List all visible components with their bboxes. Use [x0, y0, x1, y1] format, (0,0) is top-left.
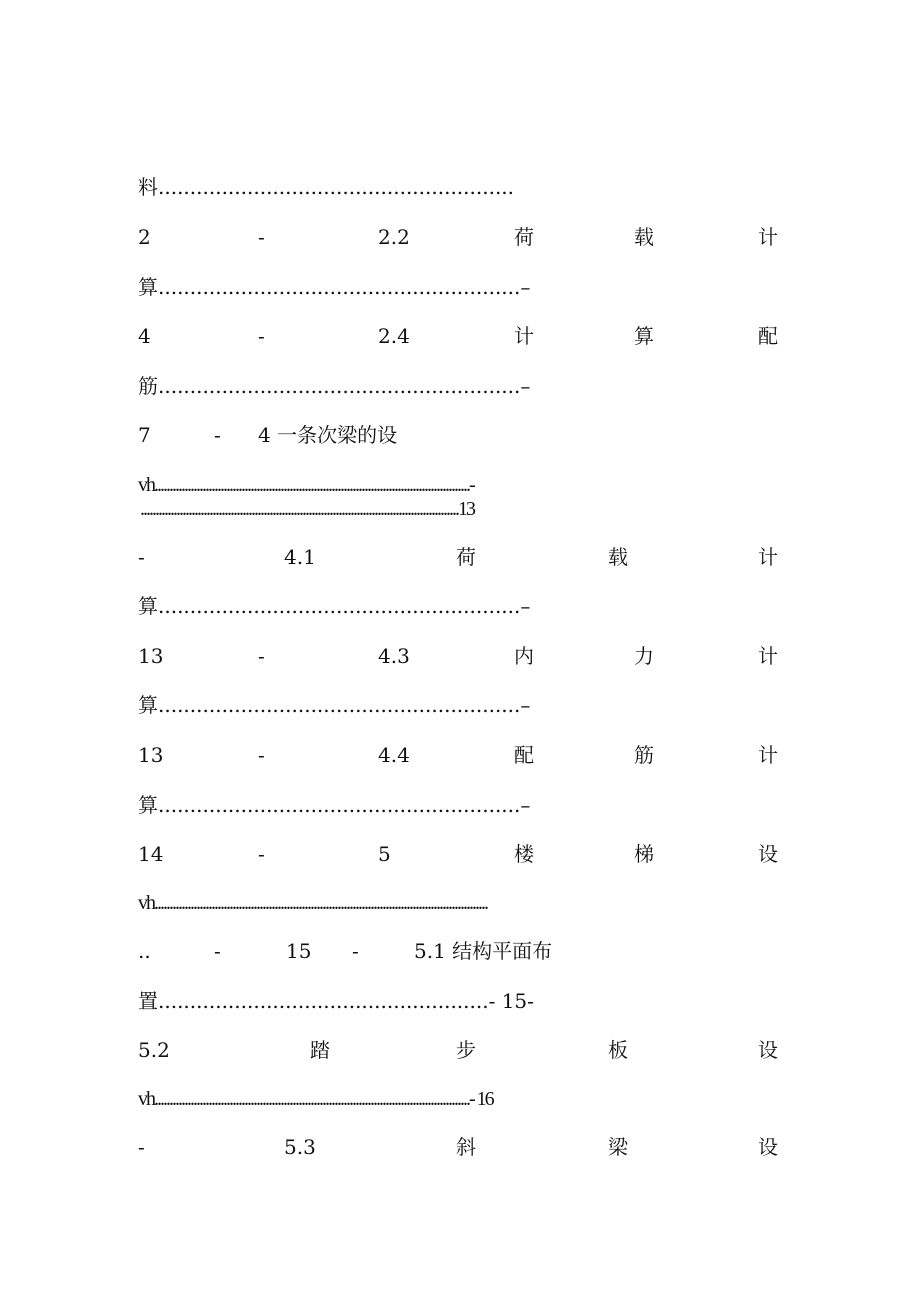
toc-line: [138, 936, 778, 966]
toc-line: [138, 222, 778, 252]
toc-text: 算.........................................................–: [138, 793, 531, 817]
toc-cell: 斜: [456, 1135, 476, 1159]
toc-line: [138, 420, 778, 450]
toc-cell: 计: [514, 324, 534, 348]
toc-cell: -: [214, 423, 221, 447]
toc-text: vh...............................................................................................................: [138, 892, 487, 914]
toc-line: [140, 494, 750, 524]
toc-cell: 14: [138, 842, 164, 866]
toc-cell: 荷: [456, 545, 476, 569]
toc-cell: 力: [634, 644, 654, 668]
toc-line: [138, 272, 778, 302]
toc-text: vh.........................................................................................................-: [138, 474, 474, 496]
toc-cell: -: [258, 324, 265, 348]
toc-text: 算.........................................................–: [138, 275, 531, 299]
toc-cell: 5.1 结构平面布: [414, 939, 553, 963]
toc-cell: 计: [758, 743, 778, 767]
toc-cell: 2.4: [378, 324, 410, 348]
toc-cell: -: [214, 939, 221, 963]
toc-text: vh.........................................................................................................- 16: [138, 1088, 493, 1110]
toc-cell: 筋: [634, 743, 654, 767]
toc-cell: 13: [138, 743, 164, 767]
toc-cell: 4.1: [284, 545, 316, 569]
toc-cell: -: [138, 1135, 145, 1159]
toc-text: 算.........................................................–: [138, 693, 531, 717]
toc-line: [138, 641, 778, 671]
toc-cell: 计: [758, 545, 778, 569]
toc-text: 筋.........................................................–: [138, 374, 531, 398]
toc-line: [138, 740, 778, 770]
toc-cell: 5: [378, 842, 391, 866]
toc-text: 算.........................................................–: [138, 594, 531, 618]
toc-line: [138, 172, 778, 202]
toc-cell: 15: [286, 939, 312, 963]
toc-cell: 设: [758, 842, 778, 866]
toc-cell: 梯: [634, 842, 654, 866]
toc-cell: 设: [758, 1038, 778, 1062]
toc-line: [138, 888, 778, 918]
toc-line: [138, 790, 778, 820]
toc-cell: ..: [138, 939, 151, 963]
toc-cell: 载: [608, 545, 628, 569]
toc-line: [138, 1084, 778, 1114]
toc-cell: 步: [456, 1038, 476, 1062]
toc-line: [138, 371, 778, 401]
toc-cell: 梁: [608, 1135, 628, 1159]
toc-cell: 7: [138, 423, 151, 447]
toc-cell: 计: [758, 225, 778, 249]
toc-cell: -: [258, 743, 265, 767]
toc-cell: 荷: [514, 225, 534, 249]
toc-cell: 内: [514, 644, 534, 668]
toc-cell: 4: [138, 324, 151, 348]
toc-line: [138, 542, 778, 572]
toc-cell: 13: [138, 644, 164, 668]
toc-line: [138, 986, 778, 1016]
toc-line: [138, 839, 778, 869]
toc-cell: 2: [138, 225, 151, 249]
toc-line: [138, 591, 778, 621]
toc-cell: 算: [634, 324, 654, 348]
toc-cell: 踏: [310, 1038, 330, 1062]
toc-cell: 4.4: [378, 743, 410, 767]
toc-cell: 5.2: [138, 1038, 170, 1062]
toc-cell: 楼: [514, 842, 534, 866]
toc-cell: 5.3: [284, 1135, 316, 1159]
toc-cell: 板: [608, 1038, 628, 1062]
toc-cell: -: [258, 842, 265, 866]
toc-cell: -: [258, 225, 265, 249]
toc-text: 料........................................................: [138, 175, 515, 199]
toc-cell: 计: [758, 644, 778, 668]
toc-line: [138, 321, 778, 351]
toc-line: [138, 1132, 778, 1162]
toc-cell: 载: [634, 225, 654, 249]
toc-cell: -: [352, 939, 359, 963]
toc-cell: 2.2: [378, 225, 410, 249]
toc-text: 置....................................................- 15-: [138, 989, 534, 1013]
toc-line: [138, 1035, 778, 1065]
toc-text: ..........................................................................................................13: [140, 498, 474, 520]
toc-cell: 4 一条次梁的设: [258, 423, 398, 447]
toc-line: [138, 690, 778, 720]
toc-cell: 4.3: [378, 644, 410, 668]
toc-cell: 设: [758, 1135, 778, 1159]
toc-cell: -: [138, 545, 145, 569]
toc-cell: -: [258, 644, 265, 668]
toc-cell: 配: [514, 743, 534, 767]
toc-cell: 配: [758, 324, 778, 348]
